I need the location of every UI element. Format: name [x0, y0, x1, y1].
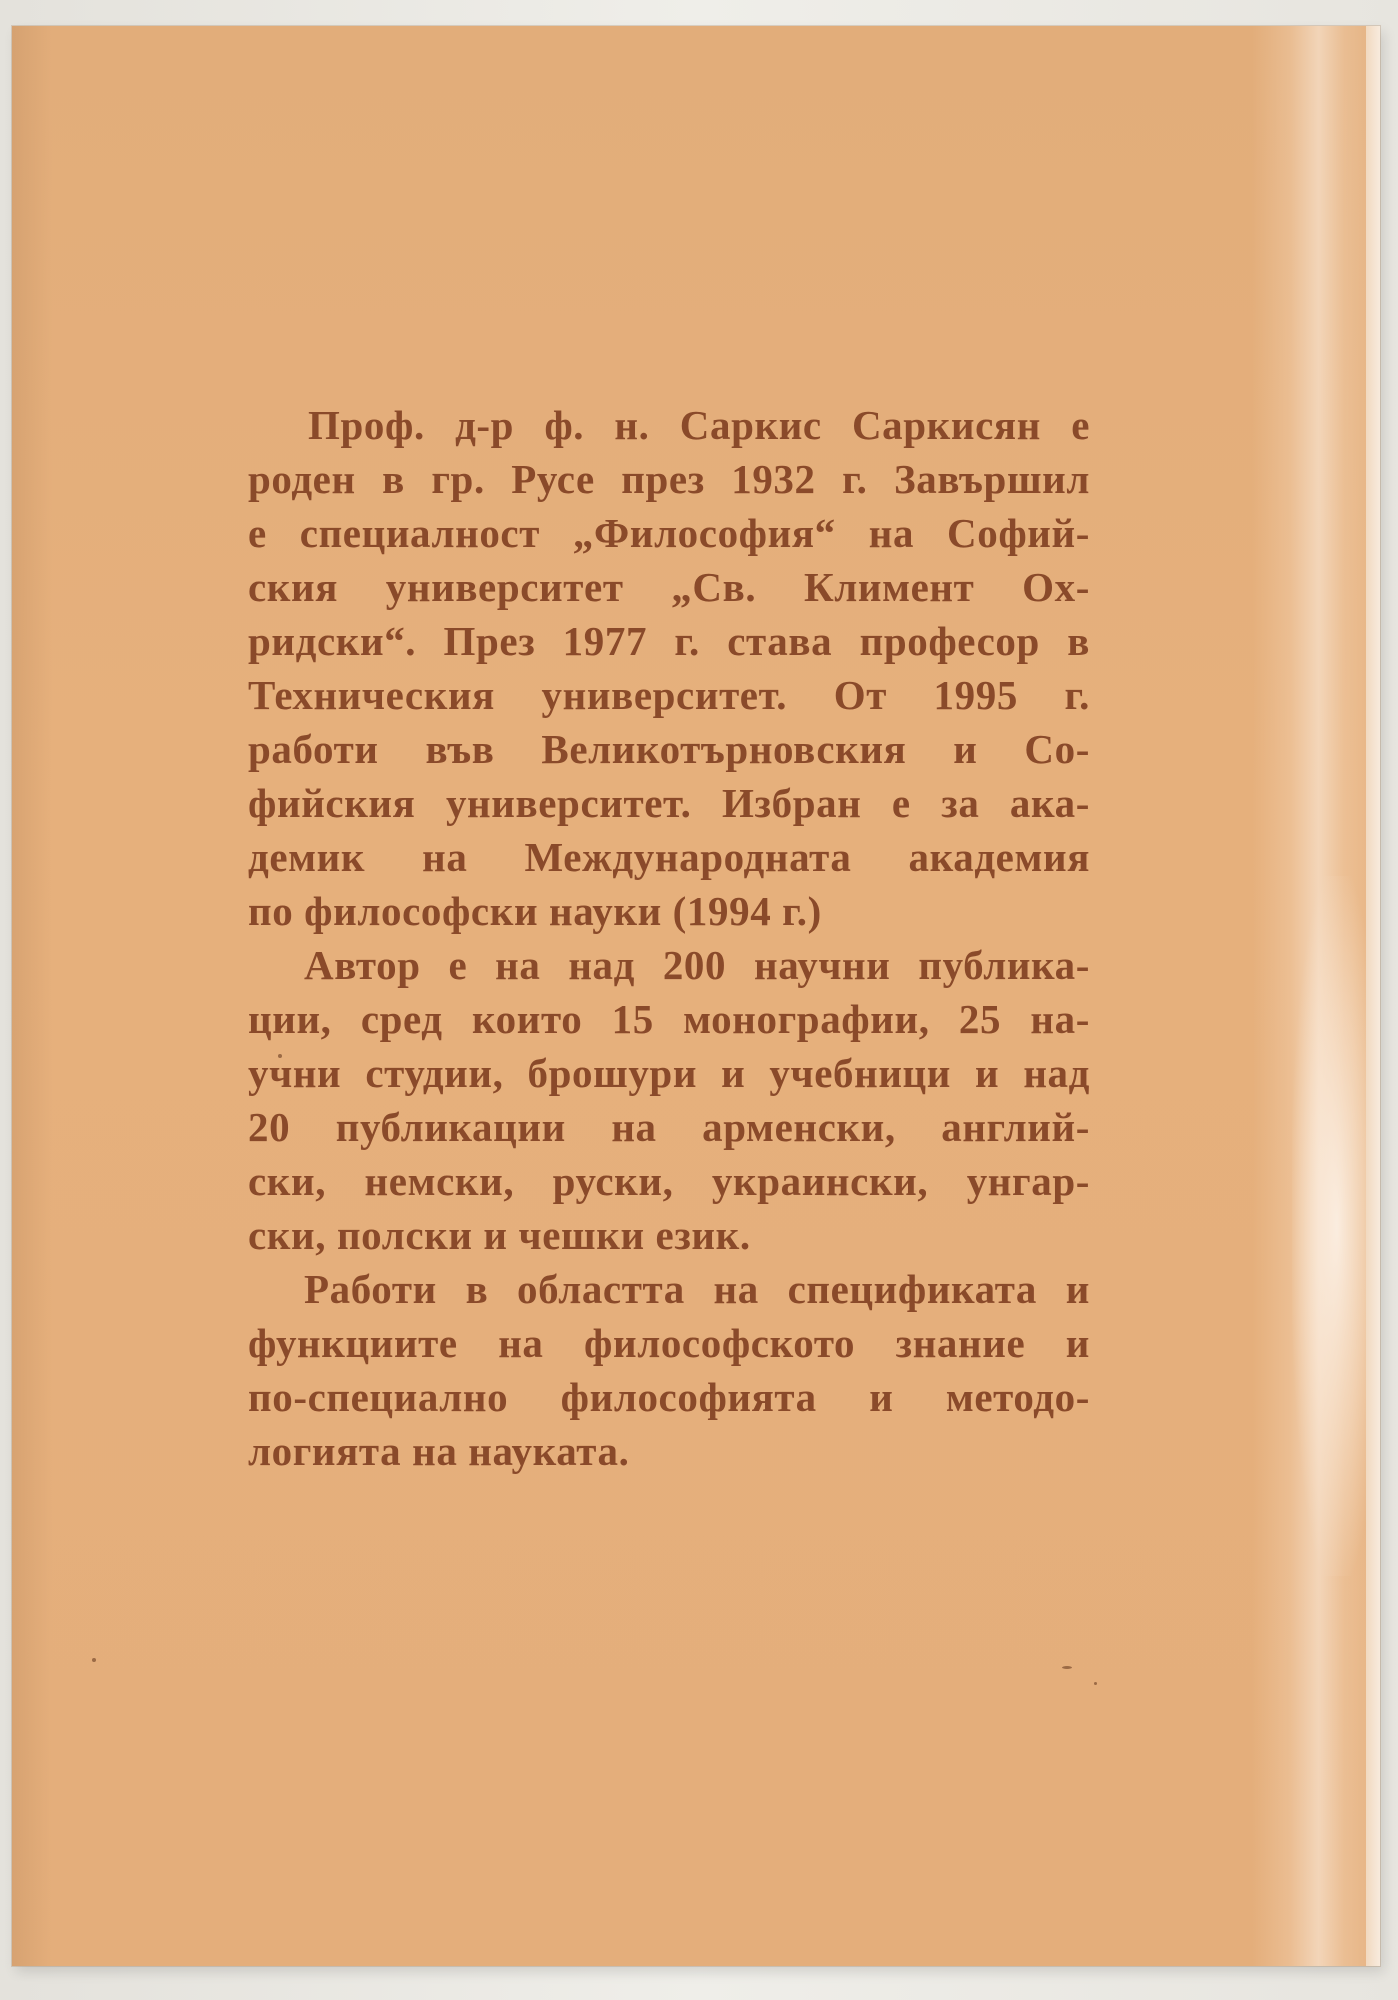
bio-paragraph-2 [248, 938, 1090, 1262]
print-speck [1094, 1682, 1097, 1685]
cover-shadow [12, 26, 52, 1966]
print-speck [92, 1658, 96, 1662]
bio-line: Работи в областта на спецификата и [304, 1266, 1090, 1312]
bio-line: учни студии, брошури и учебници и над [248, 1050, 1090, 1096]
bio-line: ския университет „Св. Климент Ох- [248, 564, 1090, 610]
bio-line: ски, немски, руски, украински, унгар- [248, 1158, 1090, 1204]
bio-line: демик на Международната академия [248, 834, 1090, 880]
bio-line: е специалност „Философия“ на Софий- [248, 510, 1090, 556]
bio-line: ции, сред които 15 монографии, 25 на- [248, 996, 1090, 1042]
bio-line: по-специално философията и методо- [248, 1374, 1090, 1420]
print-speck [1062, 1666, 1072, 1669]
bio-line: ски, полски и чешки език. [248, 1212, 751, 1258]
bio-line: 20 публикации на арменски, англий- [248, 1104, 1090, 1150]
bio-line: Техническия университет. От 1995 г. [248, 672, 1090, 718]
cover-edge [1366, 26, 1380, 1966]
bio-paragraph-1 [248, 398, 1090, 938]
author-bio [248, 398, 1090, 1478]
bio-line: по философски науки (1994 г.) [248, 888, 822, 934]
bio-line: фийския университет. Избран е за ака- [248, 780, 1090, 826]
bio-line: Проф. д-р ф. н. Саркис Саркисян е [308, 402, 1090, 448]
bio-paragraph-3 [248, 1262, 1090, 1478]
bio-line: Автор е на над 200 научни публика- [304, 942, 1090, 988]
bio-line: функциите на философското знание и [248, 1320, 1090, 1366]
bio-line: логията на науката. [248, 1428, 630, 1474]
bio-line: ридски“. През 1977 г. става професор в [248, 618, 1090, 664]
bio-line: роден в гр. Русе през 1932 г. Завършил [248, 456, 1090, 502]
bio-line: работи във Великотърновския и Со- [248, 726, 1090, 772]
